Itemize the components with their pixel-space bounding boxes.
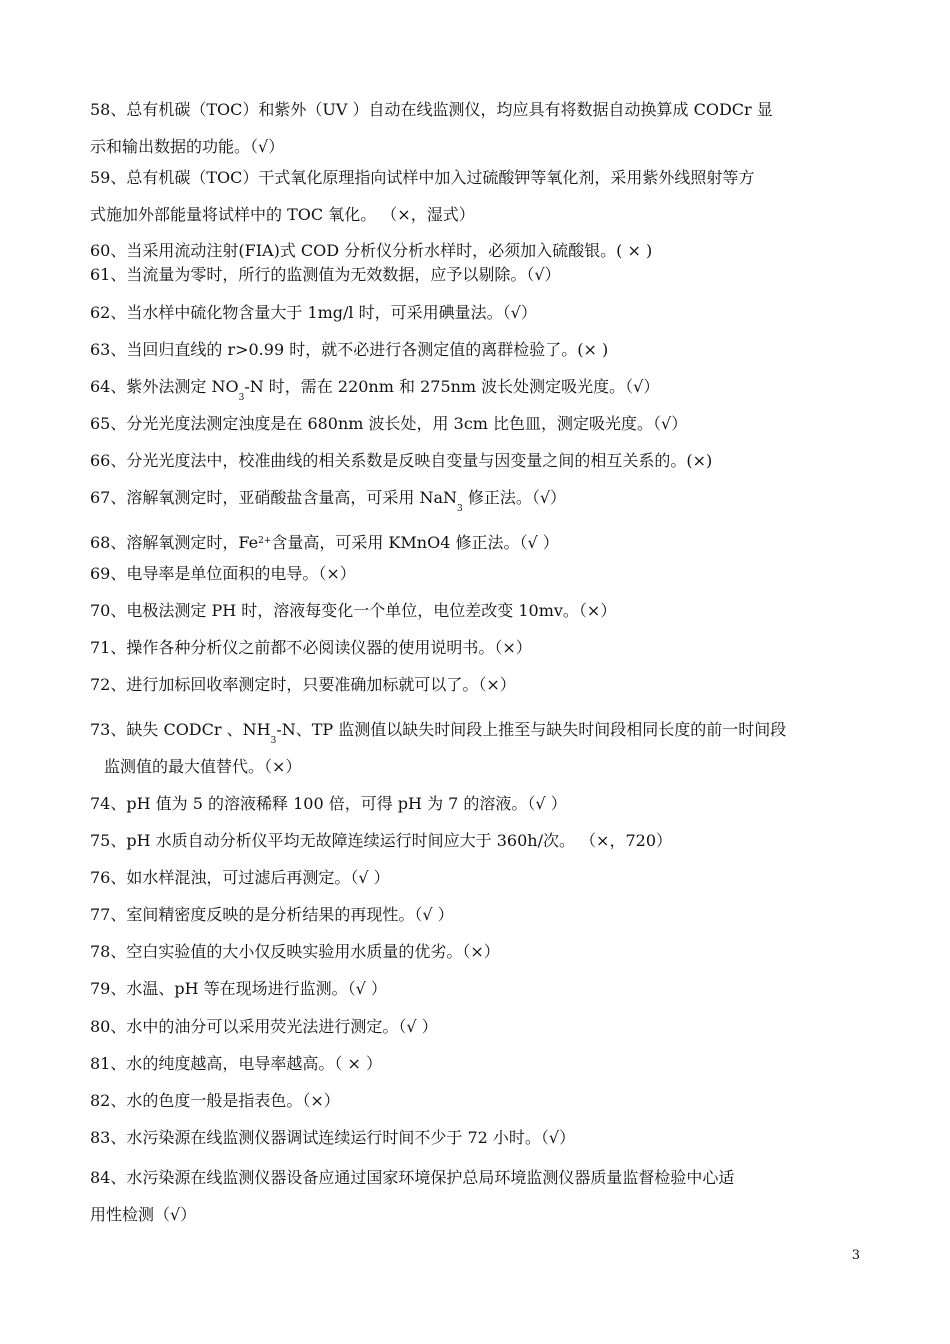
question-84 <box>90 1159 870 1233</box>
question-82 <box>90 1082 870 1119</box>
question-70 <box>90 592 870 629</box>
question-76 <box>90 859 870 896</box>
question-61 <box>90 256 870 293</box>
question-73-subscript: 3 <box>270 736 277 746</box>
question-63 <box>90 331 870 368</box>
question-71-text: 71、操作各种分析仪之前都不必阅读仪器的使用说明书。（×） <box>90 638 532 657</box>
question-64-post: -N 时，需在 220nm 和 275nm 波长处测定吸光度。（√） <box>244 377 660 396</box>
question-64-text <box>90 368 870 405</box>
question-78-text: 78、空白实验值的大小仅反映实验用水质量的优劣。（×） <box>90 942 500 961</box>
question-83 <box>90 1119 870 1156</box>
question-65 <box>90 405 870 442</box>
question-68-post: 含量高，可采用 KMnO4 修正法。（√ ） <box>271 533 559 552</box>
question-61-text: 61、当流量为零时，所行的监测值为无效数据，应予以剔除。（√） <box>90 265 561 284</box>
question-67-text <box>90 479 870 516</box>
question-59-line-1: 59、总有机碳（TOC）干式氧化原理指向试样中加入过硫酸钾等氧化剂，采用紫外线照射等方 <box>90 168 755 187</box>
question-67-pre: 67、溶解氧测定时，亚硝酸盐含量高，可采用 NaN <box>90 488 457 507</box>
question-81 <box>90 1045 870 1082</box>
question-77-text: 77、室间精密度反映的是分析结果的再现性。（√ ） <box>90 905 454 924</box>
question-76-text: 76、如水样混浊，可过滤后再测定。（√ ） <box>90 868 390 887</box>
question-69-text: 69、电导率是单位面积的电导。（×） <box>90 564 356 583</box>
question-72 <box>90 666 870 703</box>
question-70-text: 70、电极法测定 PH 时，溶液每变化一个单位，电位差改变 10mv。（×） <box>90 601 617 620</box>
question-59-line-2: 式施加外部能量将试样中的 TOC 氧化。 （×，湿式） <box>90 205 475 224</box>
question-83-text: 83、水污染源在线监测仪器调试连续运行时间不少于 72 小时。（√） <box>90 1128 576 1147</box>
question-71 <box>90 629 870 666</box>
question-73-post: -N、TP 监测值以缺失时间段上推至与缺失时间段相同长度的前一时间段 <box>276 720 787 739</box>
question-84-line-1: 84、水污染源在线监测仪器设备应通过国家环境保护总局环境监测仪器质量监督检验中心适 <box>90 1168 735 1187</box>
question-60-text: 60、当采用流动注射(FIA)式 COD 分析仪分析水样时，必须加入硫酸银。( × ) <box>90 241 653 260</box>
question-78 <box>90 933 870 970</box>
question-64-pre: 64、紫外法测定 NO <box>90 377 239 396</box>
question-74 <box>90 785 870 822</box>
question-81-text: 81、水的纯度越高，电导率越高。（ × ） <box>90 1054 382 1073</box>
page-number: 3 <box>851 1248 860 1263</box>
question-59 <box>90 159 870 233</box>
question-68-superscript: 2+ <box>258 536 272 546</box>
question-74-text: 74、pH 值为 5 的溶液稀释 100 倍，可得 pH 为 7 的溶液。（√ ） <box>90 794 567 813</box>
question-82-text: 82、水的色度一般是指表色。（×） <box>90 1091 340 1110</box>
question-66-text: 66、分光光度法中，校准曲线的相关系数是反映自变量与因变量之间的相互关系的。(×) <box>90 451 713 470</box>
question-75-text: 75、pH 水质自动分析仪平均无故障连续运行时间应大于 360h/次。 （×，720） <box>90 831 672 850</box>
question-80 <box>90 1008 870 1045</box>
question-62-text: 62、当水样中硫化物含量大于 1mg/l 时，可采用碘量法。（√） <box>90 303 537 322</box>
question-73-line-2: 监测值的最大值替代。（×） <box>104 757 302 776</box>
question-80-text: 80、水中的油分可以采用荧光法进行测定。（√ ） <box>90 1017 438 1036</box>
question-58 <box>90 91 870 165</box>
question-68-pre: 68、溶解氧测定时，Fe <box>90 533 259 552</box>
question-62 <box>90 294 870 331</box>
question-58-line-1: 58、总有机碳（TOC）和紫外（UV ）自动在线监测仪，均应具有将数据自动换算成 CODCr 显 <box>90 100 773 119</box>
question-64 <box>90 368 870 405</box>
question-72-text: 72、进行加标回收率测定时，只要准确加标就可以了。（×） <box>90 675 516 694</box>
question-77 <box>90 896 870 933</box>
question-73-line-1 <box>90 711 870 748</box>
question-66 <box>90 442 870 479</box>
question-75 <box>90 822 870 859</box>
question-67-subscript: 3 <box>457 504 463 514</box>
question-58-line-2: 示和输出数据的功能。（√） <box>90 137 285 156</box>
question-69 <box>90 555 870 592</box>
question-67-post: 修正法。（√） <box>462 488 567 507</box>
question-73-pre: 73、缺失 CODCr 、NH <box>90 720 271 739</box>
question-79-text: 79、水温、pH 等在现场进行监测。（√ ） <box>90 979 387 998</box>
question-84-line-2: 用性检测（√） <box>90 1205 197 1224</box>
question-73 <box>90 711 870 785</box>
question-67 <box>90 479 870 516</box>
question-64-subscript: 3 <box>238 393 245 403</box>
question-79 <box>90 970 870 1007</box>
question-63-text: 63、当回归直线的 r>0.99 时，就不必进行各测定值的离群检验了。(× ) <box>90 340 609 359</box>
question-65-text: 65、分光光度法测定浊度是在 680nm 波长处，用 3cm 比色皿，测定吸光度。（√） <box>90 414 688 433</box>
